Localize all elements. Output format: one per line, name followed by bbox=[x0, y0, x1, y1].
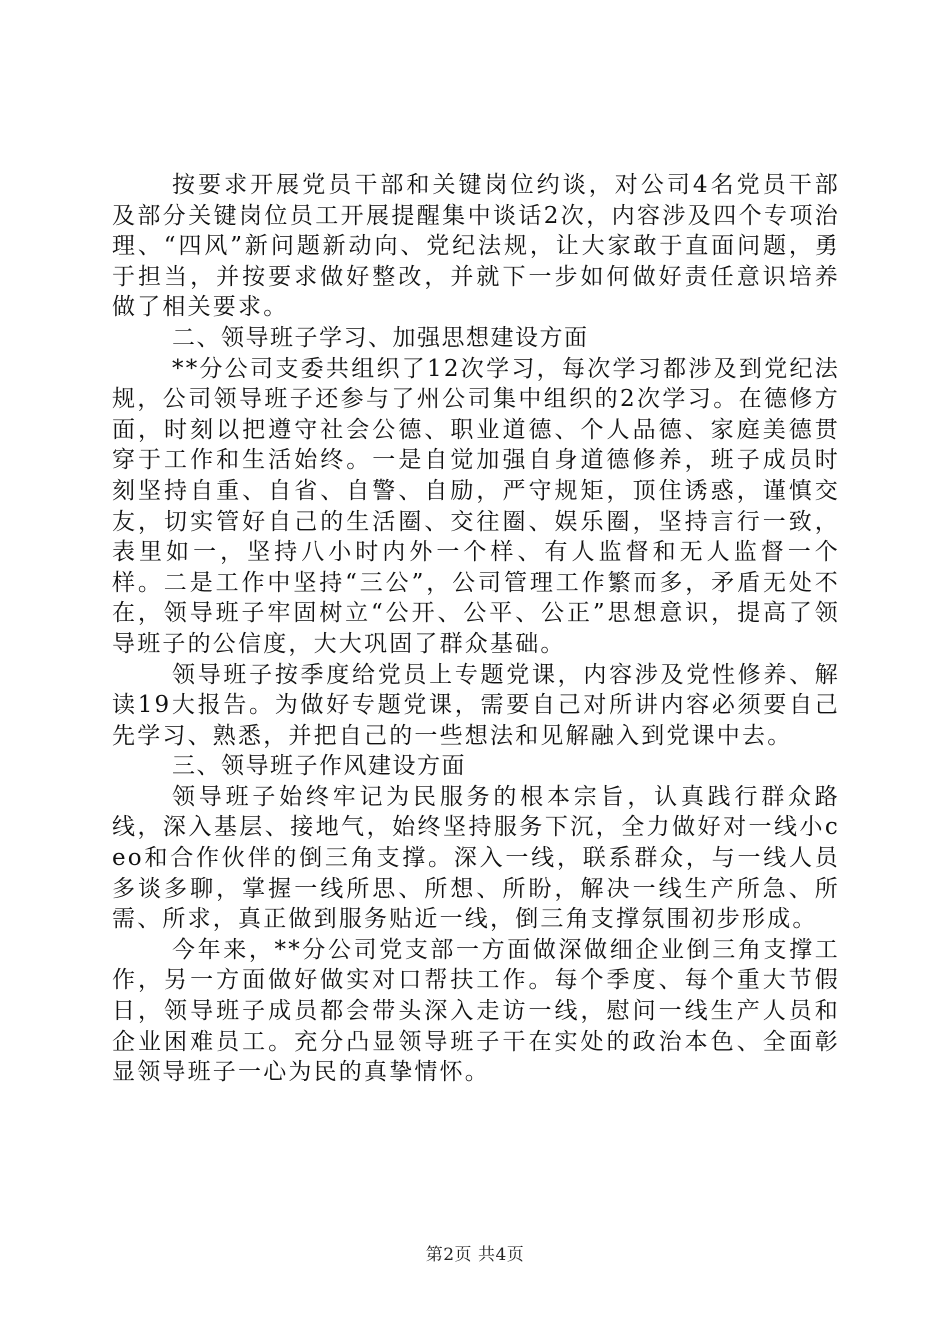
paragraph-study: **分公司支委共组织了12次学习，每次学习都涉及到党纪法规，公司领导班子还参与了州公司集中组织的2次学习。在德修方面，时刻以把遵守社会公德、职业道德、个人品德、家庭美德贯穿于工作和生活始终。一是自觉加强自身道德修养，班子成员时刻坚持自重、自省、自警、自励，严守规矩，顶住诱惑，谨慎交友，切实管好自己的生活圈、交往圈、娱乐圈，坚持言行一致，表里如一，坚持八小时内外一个样、有人监督和无人监督一个样。二是工作中坚持“三公”，公司管理工作繁而多，矛盾无处不在，领导班子牢固树立“公开、公平、公正”思想意识，提高了领导班子的公信度，大大巩固了群众基础。 bbox=[112, 355, 840, 657]
paragraph-service: 领导班子始终牢记为民服务的根本宗旨，认真践行群众路线，深入基层、接地气，始终坚持服务下沉，全力做好对一线小ceo和合作伙伴的倒三角支撑。深入一线，联系群众，与一线人员多谈多聊，掌握一线所思、所想、所盼，解决一线生产所急、所需、所求，真正做到服务贴近一线，倒三角支撑氛围初步形成。 bbox=[112, 783, 840, 933]
paragraph-assistance: 今年来，**分公司党支部一方面做深做细企业倒三角支撑工作，另一方面做好做实对口帮扶工作。每个季度、每个重大节假日，领导班子成员都会带头深入走访一线，慰问一线生产人员和企业困难员工。充分凸显领导班子干在实处的政治本色、全面彰显领导班子一心为民的真挚情怀。 bbox=[112, 936, 840, 1086]
paragraph-interviews: 按要求开展党员干部和关键岗位约谈，对公司4名党员干部及部分关键岗位员工开展提醒集中谈话2次，内容涉及四个专项治理、“四风”新问题新动向、党纪法规，让大家敢于直面问题，勇于担当，并按要求做好整改，并就下一步如何做好责任意识培养做了相关要求。 bbox=[112, 172, 840, 321]
document-body bbox=[112, 170, 840, 1088]
page-number-footer: 第2页 共4页 bbox=[425, 1245, 525, 1265]
paragraph-party-lecture: 领导班子按季度给党员上专题党课，内容涉及党性修养、解读19大报告。为做好专题党课，需要自己对所讲内容必须要自己先学习、熟悉，并把自己的一些想法和见解融入到党课中去。 bbox=[112, 661, 840, 749]
section-heading-study: 二、领导班子学习、加强思想建设方面 bbox=[172, 324, 589, 351]
section-heading-style: 三、领导班子作风建设方面 bbox=[172, 753, 466, 780]
